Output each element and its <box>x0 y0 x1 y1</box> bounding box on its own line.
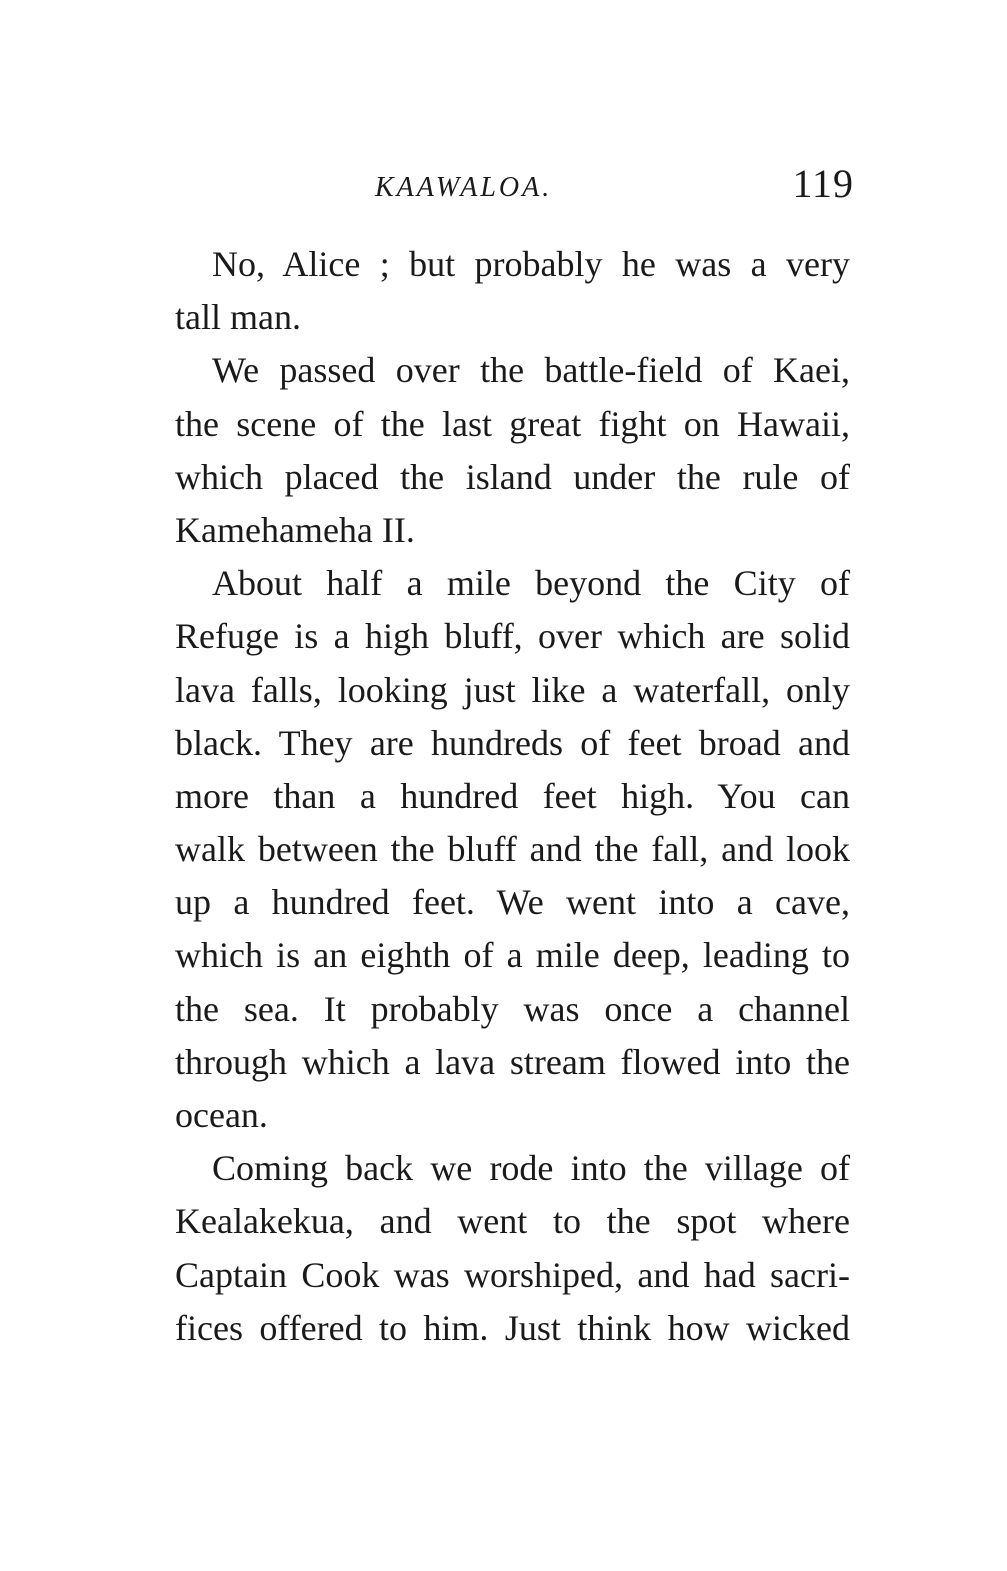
running-head <box>138 160 854 210</box>
text-line: We passed over the battle-field of Kaei, <box>212 350 850 391</box>
body-text <box>138 238 850 1355</box>
text-line: lava falls, looking just like a waterfall, only <box>175 669 850 710</box>
text-line: ocean. <box>175 1095 268 1135</box>
paragraph-2 <box>138 344 850 557</box>
text-line: Captain Cook was worshiped, and had sacri- <box>175 1254 850 1295</box>
text-line: the sea. It probably was once a channel <box>175 988 850 1029</box>
text-line: walk between the bluff and the fall, and look <box>175 829 850 870</box>
text-line: No, Alice ; but probably he was a very <box>212 244 850 284</box>
text-line: fices offered to him. Just think how wicked <box>175 1307 850 1348</box>
text-line: Kealakekua, and went to the spot where <box>175 1201 850 1242</box>
text-line: up a hundred feet. We went into a cave, <box>175 882 850 923</box>
paragraph-1 <box>138 238 850 344</box>
text-line: Coming back we rode into the village of <box>212 1148 850 1189</box>
text-line: the scene of the last great fight on Hawaii, <box>175 403 850 444</box>
paragraph-4 <box>138 1142 850 1355</box>
paragraph-3 <box>138 557 850 1142</box>
text-line: Kamehameha II. <box>175 509 415 550</box>
text-line: through which a lava stream flowed into the <box>175 1041 850 1082</box>
page-number: 119 <box>792 161 854 206</box>
text-line: Refuge is a high bluff, over which are solid <box>175 616 850 657</box>
text-line: more than a hundred feet high. You can <box>175 775 850 816</box>
text-line: About half a mile beyond the City of <box>212 563 850 604</box>
text-line: which is an eighth of a mile deep, leading to <box>175 935 850 976</box>
text-line: which placed the island under the rule of <box>175 456 850 497</box>
running-title: KAAWALOA. <box>375 172 553 203</box>
text-line: tall man. <box>175 297 301 338</box>
text-line: black. They are hundreds of feet broad and <box>175 722 850 763</box>
